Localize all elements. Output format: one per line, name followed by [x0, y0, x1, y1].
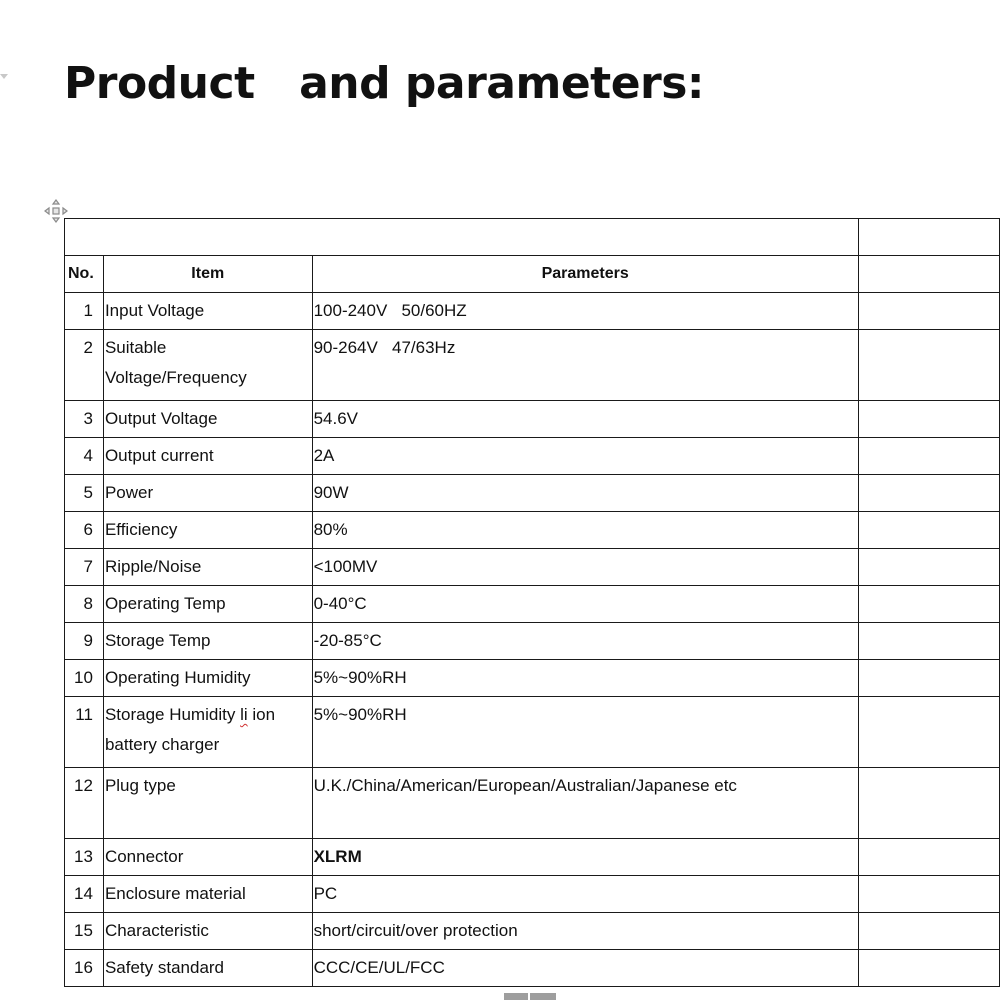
row-extra: [858, 438, 999, 475]
row-no: 14: [65, 876, 104, 913]
row-item: Output current: [103, 438, 312, 475]
header-no: No.: [65, 256, 104, 293]
row-param: short/circuit/over protection: [312, 913, 858, 950]
table-row: [65, 913, 1000, 950]
row-param: <100MV: [312, 549, 858, 586]
row-param: CCC/CE/UL/FCC: [312, 950, 858, 987]
row-item: Output Voltage: [103, 401, 312, 438]
row-item-part: Storage Humidity: [104, 705, 241, 724]
row-item: Power: [103, 475, 312, 512]
table-row: [65, 549, 1000, 586]
row-no: 4: [65, 438, 104, 475]
table-row: [65, 475, 1000, 512]
row-no: 5: [65, 475, 104, 512]
table-row: [65, 950, 1000, 987]
table-row: [65, 293, 1000, 330]
row-no: 1: [65, 293, 104, 330]
parameters-table: [64, 218, 1000, 987]
table-row: [65, 401, 1000, 438]
row-param: U.K./China/American/European/Australian/Japanese etc: [312, 768, 858, 839]
row-no: 11: [65, 697, 104, 768]
row-param: 5%~90%RH: [312, 697, 858, 768]
table-header-row: [65, 256, 1000, 293]
row-item: Enclosure material: [103, 876, 312, 913]
row-param: 90-264V 47/63Hz: [312, 330, 858, 401]
row-extra: [858, 401, 999, 438]
table-cell-blank: [65, 219, 859, 256]
table-row: [65, 438, 1000, 475]
row-extra: [858, 475, 999, 512]
row-no: 7: [65, 549, 104, 586]
row-item: Connector: [103, 839, 312, 876]
row-param: XLRM: [312, 839, 858, 876]
row-extra: [858, 512, 999, 549]
row-item: Suitable Voltage/Frequency: [103, 330, 312, 401]
row-extra: [858, 293, 999, 330]
row-no: 15: [65, 913, 104, 950]
row-no: 10: [65, 660, 104, 697]
row-item: Efficiency: [103, 512, 312, 549]
row-param: 90W: [312, 475, 858, 512]
row-no: 6: [65, 512, 104, 549]
row-extra: [858, 623, 999, 660]
row-extra: [858, 876, 999, 913]
corner-marker-icon: [0, 74, 8, 79]
header-extra: [858, 256, 999, 293]
row-extra: [858, 839, 999, 876]
header-item: Item: [103, 256, 312, 293]
row-item: Characteristic: [103, 913, 312, 950]
row-item: Ripple/Noise: [103, 549, 312, 586]
table-blank-row: [65, 219, 1000, 256]
row-no: 3: [65, 401, 104, 438]
row-param: PC: [312, 876, 858, 913]
row-extra: [858, 768, 999, 839]
row-item: [103, 697, 312, 768]
row-item-part: ion battery charger: [104, 705, 280, 754]
row-no: 13: [65, 839, 104, 876]
row-no: 16: [65, 950, 104, 987]
row-param: 100-240V 50/60HZ: [312, 293, 858, 330]
row-param: 2A: [312, 438, 858, 475]
table-row: [65, 697, 1000, 768]
table-row: [65, 330, 1000, 401]
table-row: [65, 839, 1000, 876]
row-no: 12: [65, 768, 104, 839]
row-param: 54.6V: [312, 401, 858, 438]
row-no: 9: [65, 623, 104, 660]
row-extra: [858, 950, 999, 987]
row-extra: [858, 660, 999, 697]
table-row: [65, 660, 1000, 697]
row-param: -20-85°C: [312, 623, 858, 660]
row-extra: [858, 549, 999, 586]
row-no: 2: [65, 330, 104, 401]
row-extra: [858, 913, 999, 950]
header-parameters: Parameters: [312, 256, 858, 293]
row-no: 8: [65, 586, 104, 623]
row-item: Safety standard: [103, 950, 312, 987]
row-param: 5%~90%RH: [312, 660, 858, 697]
row-param: 80%: [312, 512, 858, 549]
table-row: [65, 586, 1000, 623]
table-row: [65, 623, 1000, 660]
row-extra: [858, 330, 999, 401]
row-item: Operating Temp: [103, 586, 312, 623]
resize-handle[interactable]: [504, 993, 556, 1000]
table-row: [65, 876, 1000, 913]
row-item: Storage Temp: [103, 623, 312, 660]
page-title: Product and parameters:: [64, 58, 705, 109]
table-row: [65, 512, 1000, 549]
row-param: 0-40°C: [312, 586, 858, 623]
row-item: Input Voltage: [103, 293, 312, 330]
table-cell-blank: [858, 219, 999, 256]
row-extra: [858, 697, 999, 768]
row-item: Plug type: [103, 768, 312, 839]
table-row: [65, 768, 1000, 839]
row-item: Operating Humidity: [103, 660, 312, 697]
row-extra: [858, 586, 999, 623]
spellcheck-flagged-word[interactable]: li: [240, 705, 248, 724]
